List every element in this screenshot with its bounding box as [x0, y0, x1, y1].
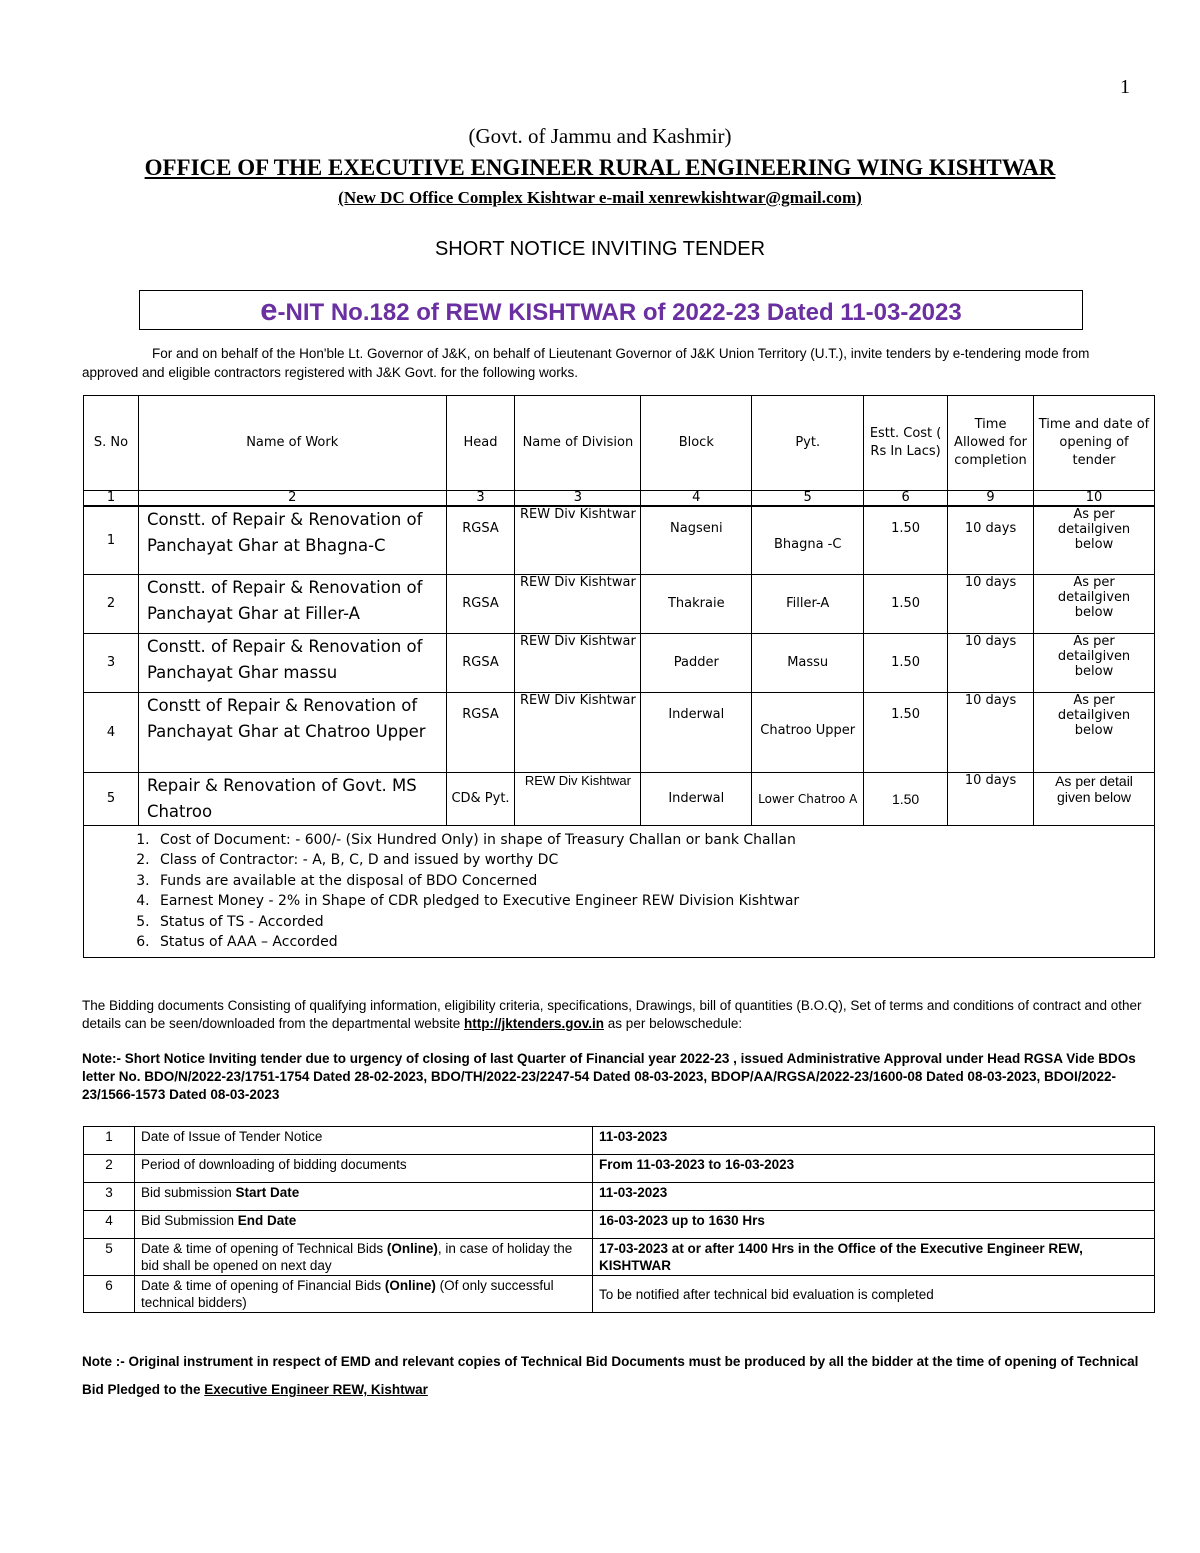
- column-number: 4: [641, 491, 752, 507]
- works-table: [83, 395, 1155, 958]
- block-cell: Thakraie: [641, 574, 752, 633]
- schedule-description: [135, 1127, 593, 1155]
- opening-cell: As per detailgiven below: [1034, 506, 1155, 574]
- desc-text: Date & time of opening of Technical Bids: [141, 1241, 387, 1256]
- desc-text: Bid submission: [141, 1185, 236, 1200]
- jktenders-link[interactable]: http://jktenders.gov.in: [464, 1016, 605, 1031]
- table-row: [84, 1155, 1155, 1183]
- column-number: 5: [752, 491, 864, 507]
- sno-cell: 3: [84, 633, 139, 692]
- desc-text: Bid Submission: [141, 1213, 238, 1228]
- time-cell: 10 days: [948, 692, 1034, 772]
- header-cell: Name of Work: [138, 396, 446, 491]
- schedule-description: [135, 1155, 593, 1183]
- header-cell: Name of Division: [515, 396, 641, 491]
- emd-note-pledgee: Executive Engineer REW, Kishtwar: [204, 1382, 428, 1397]
- time-cell: 10 days: [948, 574, 1034, 633]
- division-cell: REW Div Kishtwar: [515, 633, 641, 692]
- sno-cell: 1: [84, 506, 139, 574]
- column-number: 10: [1034, 491, 1155, 507]
- opening-cell: As per detail given below: [1034, 772, 1155, 825]
- table-row: [84, 574, 1155, 633]
- list-item: 4. Earnest Money - 2% in Shape of CDR pledged to Executive Engineer REW Division Kishtwar: [154, 891, 1154, 912]
- desc-tail: (Of only successful technical bidders): [141, 1278, 554, 1310]
- cost-cell: 1.50: [864, 692, 948, 772]
- table-row: [84, 692, 1155, 772]
- cost-cell: 1.50: [864, 506, 948, 574]
- desc-text: Period of downloading of bidding documents: [141, 1157, 407, 1172]
- division-cell: REW Div Kishtwar: [515, 574, 641, 633]
- office-address: (New DC Office Complex Kishtwar e-mail xenrewkishtwar@gmail.com): [338, 188, 862, 207]
- header-cell: Time and date of opening of tender: [1034, 396, 1155, 491]
- header-cell: Head: [446, 396, 515, 491]
- opening-cell: As per detailgiven below: [1034, 574, 1155, 633]
- column-number: 1: [84, 491, 139, 507]
- emd-note-text: Note :- Original instrument in respect of EMD and relevant copies of Technical Bid Documents must be produced by all the bidder at the time of opening of Technical Bid Pledged to the: [82, 1354, 1139, 1397]
- nit-text: -NIT No.182 of REW KISHTWAR of 2022-23 Dated 11-03-2023: [277, 299, 962, 326]
- schedule-value: 17-03-2023 at or after 1400 Hrs in the Office of the Executive Engineer REW, KISHTWAR: [593, 1239, 1155, 1276]
- header-cell: Pyt.: [752, 396, 864, 491]
- desc-bold: (Online): [384, 1278, 436, 1293]
- nit-prefix: e: [260, 292, 278, 327]
- desc-text: Date of Issue of Tender Notice: [141, 1129, 323, 1144]
- schedule-description: [135, 1239, 593, 1276]
- division-cell: REW Div Kishtwar: [515, 772, 641, 825]
- division-cell: REW Div Kishtwar: [515, 506, 641, 574]
- block-cell: Padder: [641, 633, 752, 692]
- pyt-cell: Chatroo Upper: [752, 692, 864, 772]
- time-cell: 10 days: [948, 772, 1034, 825]
- desc-bold: Start Date: [235, 1185, 300, 1200]
- schedule-number: 1: [84, 1127, 135, 1155]
- works-header-row: [84, 396, 1155, 491]
- desc-tail: , in case of holiday the bid shall be opened on next day: [141, 1241, 573, 1273]
- page-number: 1: [1120, 76, 1130, 98]
- intro-paragraph: For and on behalf of the Hon'ble Lt. Governor of J&K, on behalf of Lieutenant Governor of J&K Union Territory (U.T.), invite tenders by e-tendering mode from approved and eligible contractors registered with J&K Govt. for the following works.: [82, 346, 1090, 380]
- schedule-table: [83, 1126, 1155, 1313]
- pyt-cell: Massu: [752, 633, 864, 692]
- list-item: 1. Cost of Document: - 600/- (Six Hundred Only) in shape of Treasury Challan or bank Challan: [154, 830, 1154, 851]
- header-cell: Block: [641, 396, 752, 491]
- header-cell: Time Allowed for completion: [948, 396, 1034, 491]
- sno-cell: 4: [84, 692, 139, 772]
- head-cell: RGSA: [446, 633, 515, 692]
- schedule-value: 11-03-2023: [593, 1127, 1155, 1155]
- tender-conditions: [84, 825, 1155, 957]
- bidding-paragraph: [82, 997, 1142, 1033]
- sno-cell: 2: [84, 574, 139, 633]
- list-item: 5. Status of TS - Accorded: [154, 912, 1154, 933]
- pyt-cell: Bhagna -C: [752, 506, 864, 574]
- desc-bold: End Date: [237, 1213, 297, 1228]
- work-name-cell: Constt. of Repair & Renovation of Panchayat Ghar massu: [138, 633, 446, 692]
- table-row: [84, 1211, 1155, 1239]
- table-row: [84, 1183, 1155, 1211]
- column-number-row: [84, 491, 1155, 507]
- desc-bold: (Online): [386, 1241, 438, 1256]
- block-cell: Inderwal: [641, 772, 752, 825]
- header-cell: Estt. Cost ( Rs In Lacs): [864, 396, 948, 491]
- schedule-number: 4: [84, 1211, 135, 1239]
- schedule-number: 5: [84, 1239, 135, 1276]
- schedule-value: 11-03-2023: [593, 1183, 1155, 1211]
- table-row: [84, 1127, 1155, 1155]
- notes-row: [84, 825, 1155, 957]
- schedule-number: 6: [84, 1276, 135, 1313]
- nit-number-box: [139, 290, 1083, 330]
- table-row: [84, 633, 1155, 692]
- table-row: [84, 506, 1155, 574]
- urgency-note: Note:- Short Notice Inviting tender due to urgency of closing of last Quarter of Financial year 2022-23 , issued Administrative Approval under Head RGSA Vide BDOs letter No. BDO/N/2022-23/1751-1754 Dated 28-02-2023, BDO/TH/2022-23/2247-54 Dated 08-03-2023, BDOP/AA/RGSA/2022-23/1600-08 Dated 08-03-2023, BDOI/2022-23/1566-1573 Dated 08-03-2023: [82, 1051, 1136, 1102]
- header-cell: S. No: [84, 396, 139, 491]
- schedule-value: From 11-03-2023 to 16-03-2023: [593, 1155, 1155, 1183]
- bidding-text: The Bidding documents Consisting of qualifying information, eligibility criteria, specifications, Drawings, bill of quantities (B.O.Q), Set of terms and conditions of contract and other details can be seen/downloaded from the departmental website: [82, 998, 1142, 1031]
- schedule-description: [135, 1276, 593, 1313]
- notice-title: SHORT NOTICE INVITING TENDER: [434, 238, 766, 260]
- column-number: 9: [948, 491, 1034, 507]
- head-cell: CD& Pyt.: [446, 772, 515, 825]
- work-name-cell: Constt of Repair & Renovation of Panchayat Ghar at Chatroo Upper: [138, 692, 446, 772]
- column-number: 3: [515, 491, 641, 507]
- time-cell: 10 days: [948, 633, 1034, 692]
- column-number: 3: [446, 491, 515, 507]
- schedule-value: 16-03-2023 up to 1630 Hrs: [593, 1211, 1155, 1239]
- sno-cell: 5: [84, 772, 139, 825]
- opening-cell: As per detailgiven below: [1034, 692, 1155, 772]
- cost-cell: 1.50: [864, 772, 948, 825]
- table-row: [84, 1276, 1155, 1313]
- column-number: 2: [138, 491, 446, 507]
- emd-note: [82, 1348, 1152, 1404]
- table-row: [84, 772, 1155, 825]
- block-cell: Nagseni: [641, 506, 752, 574]
- schedule-description: [135, 1183, 593, 1211]
- head-cell: RGSA: [446, 692, 515, 772]
- office-title: OFFICE OF THE EXECUTIVE ENGINEER RURAL ENGINEERING WING KISHTWAR: [144, 155, 1056, 180]
- work-name-cell: Repair & Renovation of Govt. MS Chatroo: [138, 772, 446, 825]
- desc-text: Date & time of opening of Financial Bids: [141, 1278, 385, 1293]
- pyt-cell: Lower Chatroo A: [752, 772, 864, 825]
- schedule-value: To be notified after technical bid evaluation is completed: [593, 1276, 1155, 1313]
- column-number: 6: [864, 491, 948, 507]
- govt-heading: (Govt. of Jammu and Kashmir): [468, 124, 732, 148]
- pyt-cell: Filler-A: [752, 574, 864, 633]
- work-name-cell: Constt. of Repair & Renovation of Panchayat Ghar at Filler-A: [138, 574, 446, 633]
- list-item: 3. Funds are available at the disposal of BDO Concerned: [154, 871, 1154, 892]
- work-name-cell: Constt. of Repair & Renovation of Panchayat Ghar at Bhagna-C: [138, 506, 446, 574]
- cost-cell: 1.50: [864, 574, 948, 633]
- cost-cell: 1.50: [864, 633, 948, 692]
- head-cell: RGSA: [446, 506, 515, 574]
- schedule-description: [135, 1211, 593, 1239]
- opening-cell: As per detailgiven below: [1034, 633, 1155, 692]
- table-row: [84, 1239, 1155, 1276]
- division-cell: REW Div Kishtwar: [515, 692, 641, 772]
- block-cell: Inderwal: [641, 692, 752, 772]
- time-cell: 10 days: [948, 506, 1034, 574]
- schedule-number: 2: [84, 1155, 135, 1183]
- bidding-tail: as per belowschedule:: [607, 1016, 743, 1031]
- schedule-number: 3: [84, 1183, 135, 1211]
- list-item: 6. Status of AAA – Accorded: [154, 932, 1154, 953]
- list-item: 2. Class of Contractor: - A, B, C, D and issued by worthy DC: [154, 850, 1154, 871]
- head-cell: RGSA: [446, 574, 515, 633]
